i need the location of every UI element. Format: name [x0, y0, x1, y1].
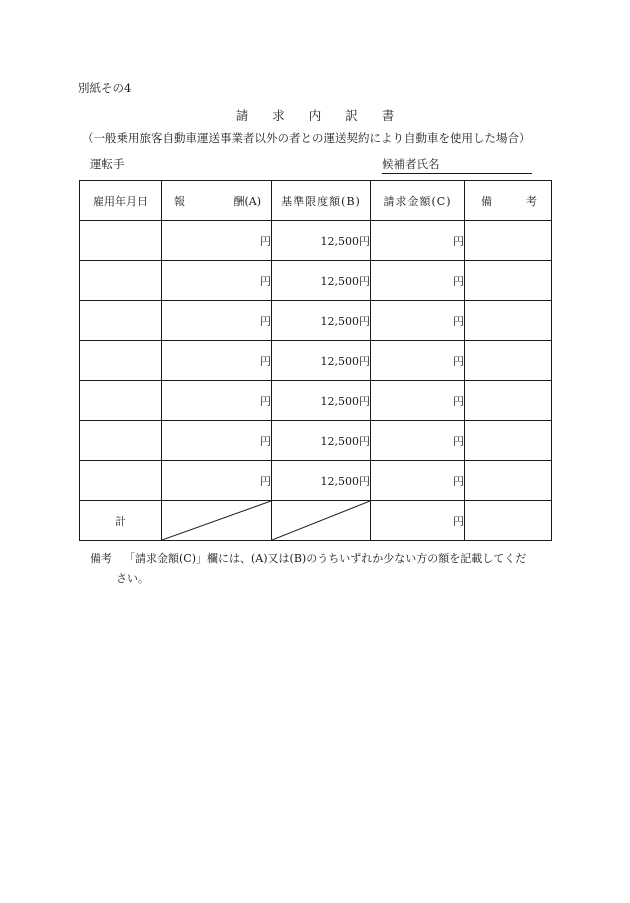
table-row [80, 301, 552, 341]
table-header-row [80, 181, 552, 221]
candidate-name-label: 候補者氏名 [382, 157, 440, 171]
document-subtitle: （一般乗用旅客自動車運送事業者以外の者との運送契約により自動車を使用した場合） [82, 131, 531, 145]
table-total-row [80, 501, 552, 541]
total-claim[interactable]: 円 [371, 501, 465, 541]
table-row [80, 461, 552, 501]
header-remarks [465, 181, 552, 221]
cell-claim[interactable]: 円 [371, 221, 465, 261]
cell-date[interactable] [80, 461, 162, 501]
cell-limit: 12,500円 [272, 301, 371, 341]
remark-note [90, 549, 560, 585]
cell-note[interactable] [465, 221, 552, 261]
cell-date[interactable] [80, 261, 162, 301]
cell-note[interactable] [465, 341, 552, 381]
header-remarks-b: 考 [526, 195, 537, 208]
claim-breakdown-table [79, 180, 552, 541]
cell-limit: 12,500円 [272, 221, 371, 261]
remark-label: 備考 [90, 552, 112, 565]
cell-note[interactable] [465, 261, 552, 301]
total-pay-diagonal-cell [162, 501, 272, 541]
diagonal-strike [272, 501, 370, 540]
header-pay-suffix: 酬(A) [233, 195, 261, 208]
remark-text-line1: 「請求金額(C)」欄には、(A)又は(B)のうちいずれか少ない方の額を記載してくだ [124, 552, 527, 565]
remark-text-line2: さい。 [116, 572, 149, 585]
cell-claim[interactable]: 円 [371, 301, 465, 341]
cell-date[interactable] [80, 301, 162, 341]
table-row [80, 421, 552, 461]
cell-note[interactable] [465, 301, 552, 341]
cell-claim[interactable]: 円 [371, 341, 465, 381]
cell-claim[interactable]: 円 [371, 381, 465, 421]
table-row [80, 221, 552, 261]
cell-pay[interactable]: 円 [162, 421, 272, 461]
total-limit-diagonal-cell [272, 501, 371, 541]
cell-limit: 12,500円 [272, 381, 371, 421]
cell-pay[interactable]: 円 [162, 261, 272, 301]
cell-note[interactable] [465, 421, 552, 461]
table-row [80, 381, 552, 421]
cell-claim[interactable]: 円 [371, 461, 465, 501]
total-label: 計 [80, 501, 162, 541]
diagonal-strike [162, 501, 271, 540]
cell-limit: 12,500円 [272, 421, 371, 461]
cell-date[interactable] [80, 341, 162, 381]
candidate-name-field[interactable] [382, 156, 532, 174]
cell-limit: 12,500円 [272, 461, 371, 501]
cell-date[interactable] [80, 221, 162, 261]
header-employment-date: 雇用年月日 [80, 181, 162, 221]
cell-date[interactable] [80, 421, 162, 461]
cell-pay[interactable]: 円 [162, 221, 272, 261]
cell-pay[interactable]: 円 [162, 461, 272, 501]
header-base-limit: 基準限度額(B) [272, 181, 371, 221]
table-row [80, 341, 552, 381]
table-row [80, 261, 552, 301]
cell-pay[interactable]: 円 [162, 301, 272, 341]
header-pay [162, 181, 272, 221]
total-note[interactable] [465, 501, 552, 541]
cell-pay[interactable]: 円 [162, 381, 272, 421]
document-reference: 別紙その4 [78, 81, 132, 95]
cell-claim[interactable]: 円 [371, 421, 465, 461]
cell-pay[interactable]: 円 [162, 341, 272, 381]
header-remarks-a: 備 [481, 195, 492, 208]
cell-date[interactable] [80, 381, 162, 421]
header-claim-amount: 請求金額(C) [371, 181, 465, 221]
cell-limit: 12,500円 [272, 341, 371, 381]
cell-claim[interactable]: 円 [371, 261, 465, 301]
header-pay-label: 報 [174, 195, 185, 208]
cell-note[interactable] [465, 461, 552, 501]
cell-note[interactable] [465, 381, 552, 421]
cell-limit: 12,500円 [272, 261, 371, 301]
document-title: 請求内訳書 [235, 108, 419, 123]
job-label: 運転手 [90, 157, 125, 171]
